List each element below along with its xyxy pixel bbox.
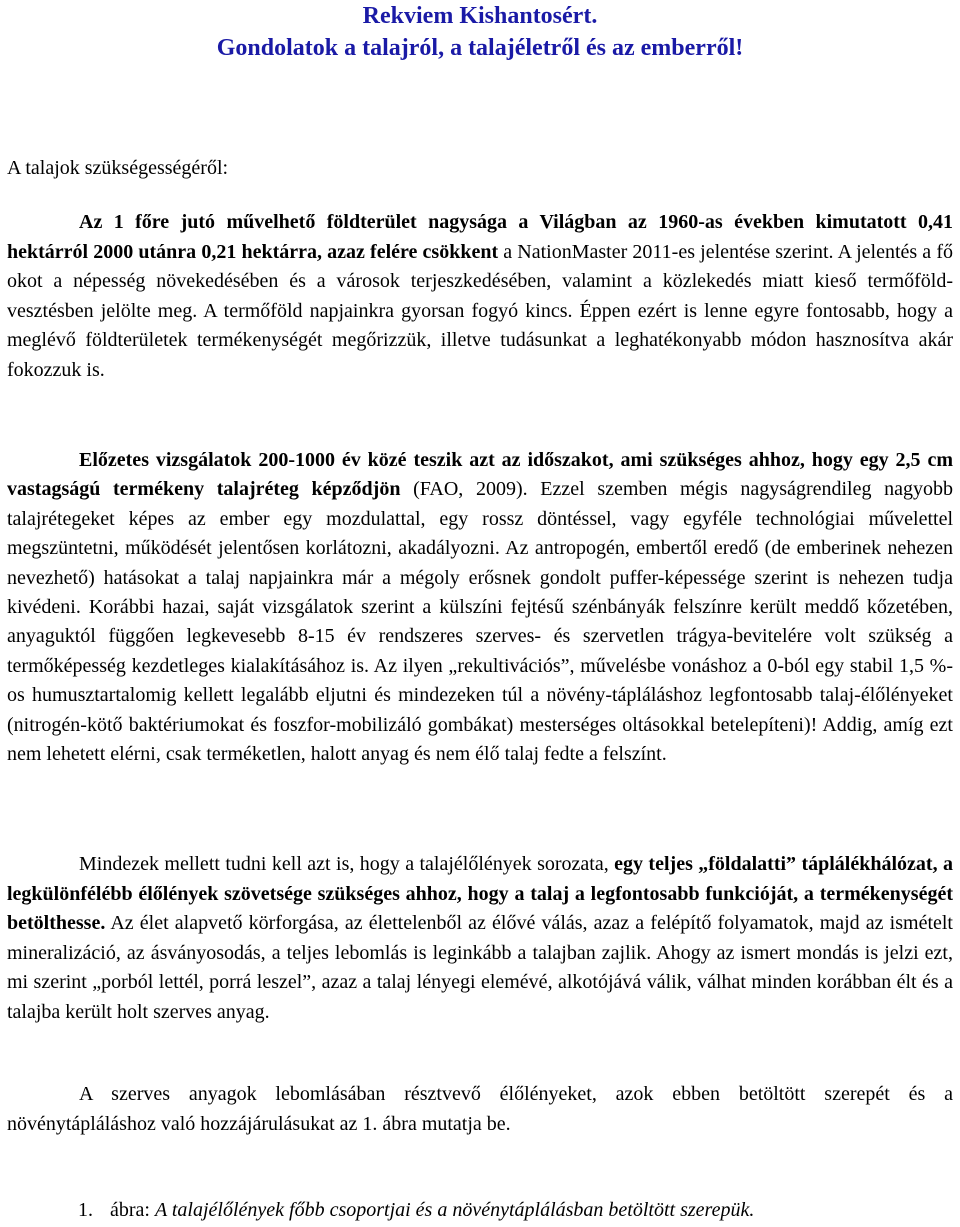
paragraph-1-bold: Az 1 főre jutó művelhető földterület nagysága a Világban az 1960-as években kimutatott 0,41 hektárról 2000 utánra 0,21 hektárra, azaz felére csökkent [7, 211, 953, 263]
paragraph-2-bold: Előzetes vizsgálatok 200-1000 év közé teszik azt az időszakot, ami szükséges ahhoz, hogy egy 2,5 cm vastagságú termékeny talajréteg képződjön [7, 449, 953, 501]
paragraph-4-text: A szerves anyagok lebomlásában résztvevő élőlényeket, azok ebben betöltött szerepét és a növénytápláláshoz való hozzájárulásukat az 1. ábra mutatja be. [7, 1083, 953, 1135]
paragraph-2-text: (FAO, 2009). Ezzel szemben mégis nagyságrendileg nagyobb talajrétegeket képes az ember egy mozdulattal, egy rossz döntéssel, vagy egyféle technológiai művelettel megszüntetni, működését jelentősen korlátozni, akadályozni. Az antropogén, embertől eredő (de emberinek nehezen nevezhető) hatásokat a talaj napjainkra már a mégoly erősnek gondolt puffer-képessége szerint is nehezen tudja kivédeni. Korábbi hazai, saját vizsgálatok szerint a külszíni fejtésű szénbányák felszínre került meddő kőzetében, anyaguktól függően legkevesebb 8-15 év rendszeres szerves- és szervetlen trágya-bevitelére volt szükség a termőképesség kezdetleges kialakításához is. Az ilyen „rekultivációs”, művelésbe vonáshoz a 0-ból egy stabil 1,5 %-os humusztartalomig kellett legalább eljutni és mindezeken túl a növény-tápláláshoz legfontosabb talaj-élőlényeket (nitrogén-kötő baktériumokat és foszfor-mobilizáló gombákat) mesterséges oltásokkal betelepíteni)! Addig, amíg ezt nem lehetett elérni, csak terméketlen, halott anyag és nem élő talaj fedte a felszínt. [7, 478, 953, 766]
document-title-line-1: Rekviem Kishantosért. [362, 3, 598, 29]
paragraph-3-bold: egy teljes „földalatti” táplálékhálózat, a legkülönfélébb élőlények szövetsége szükséges ahhoz, hogy a talaj a legfontosabb funkcióját, a termékenységét betölthesse. [7, 853, 953, 935]
paragraph-4 [7, 1080, 953, 1139]
figure-caption-text: A talajélőlények főbb csoportjai és a növénytáplálásban betöltött szerepük. [154, 1199, 755, 1221]
paragraph-3-text-b: Az élet alapvető körforgása, az élettelenből az élővé válás, azaz a felépítő folyamatok, majd az ismételt mineralizáció, az ásványosodás, a teljes lebomlás is leginkább a talajban zajlik. Ahogy az ismert mondás is jelzi ezt, mi szerint „porból lettél, porrá leszel”, azaz a talaj lényegi elemévé, alkotójává válik, válhat minden korábban élt és a talajba került holt szerves anyag. [7, 912, 953, 1023]
figure-number: 1. [78, 1199, 93, 1221]
section-heading: A talajok szükségességéről: [7, 157, 229, 179]
paragraph-1 [7, 208, 953, 386]
paragraph-3 [7, 850, 953, 1028]
paragraph-3-text-a: Mindezek mellett tudni kell azt is, hogy a talajélőlények sorozata, [79, 853, 615, 875]
paragraph-2 [7, 446, 953, 769]
document-title-line-2: Gondolatok a talajról, a talajéletről és az emberről! [216, 35, 744, 61]
figure-caption [78, 1196, 754, 1224]
figure-label: ábra: [110, 1199, 155, 1221]
paragraph-1-text: a NationMaster 2011-es jelentése szerint. A jelentés a fő okot a népesség növekedésében és a városok terjeszkedésében, valamint a közlekedés miatt kieső termőföld-vesztésben jelölte meg. A termőföld napjainkra gyorsan fogyó kincs. Éppen ezért is lenne egyre fontosabb, hogy a meglévő földterületek termékenységét megőrizzük, illetve tudásunkat a leghatékonyabb módon hasznosítva akár fokozzuk is. [7, 240, 953, 381]
